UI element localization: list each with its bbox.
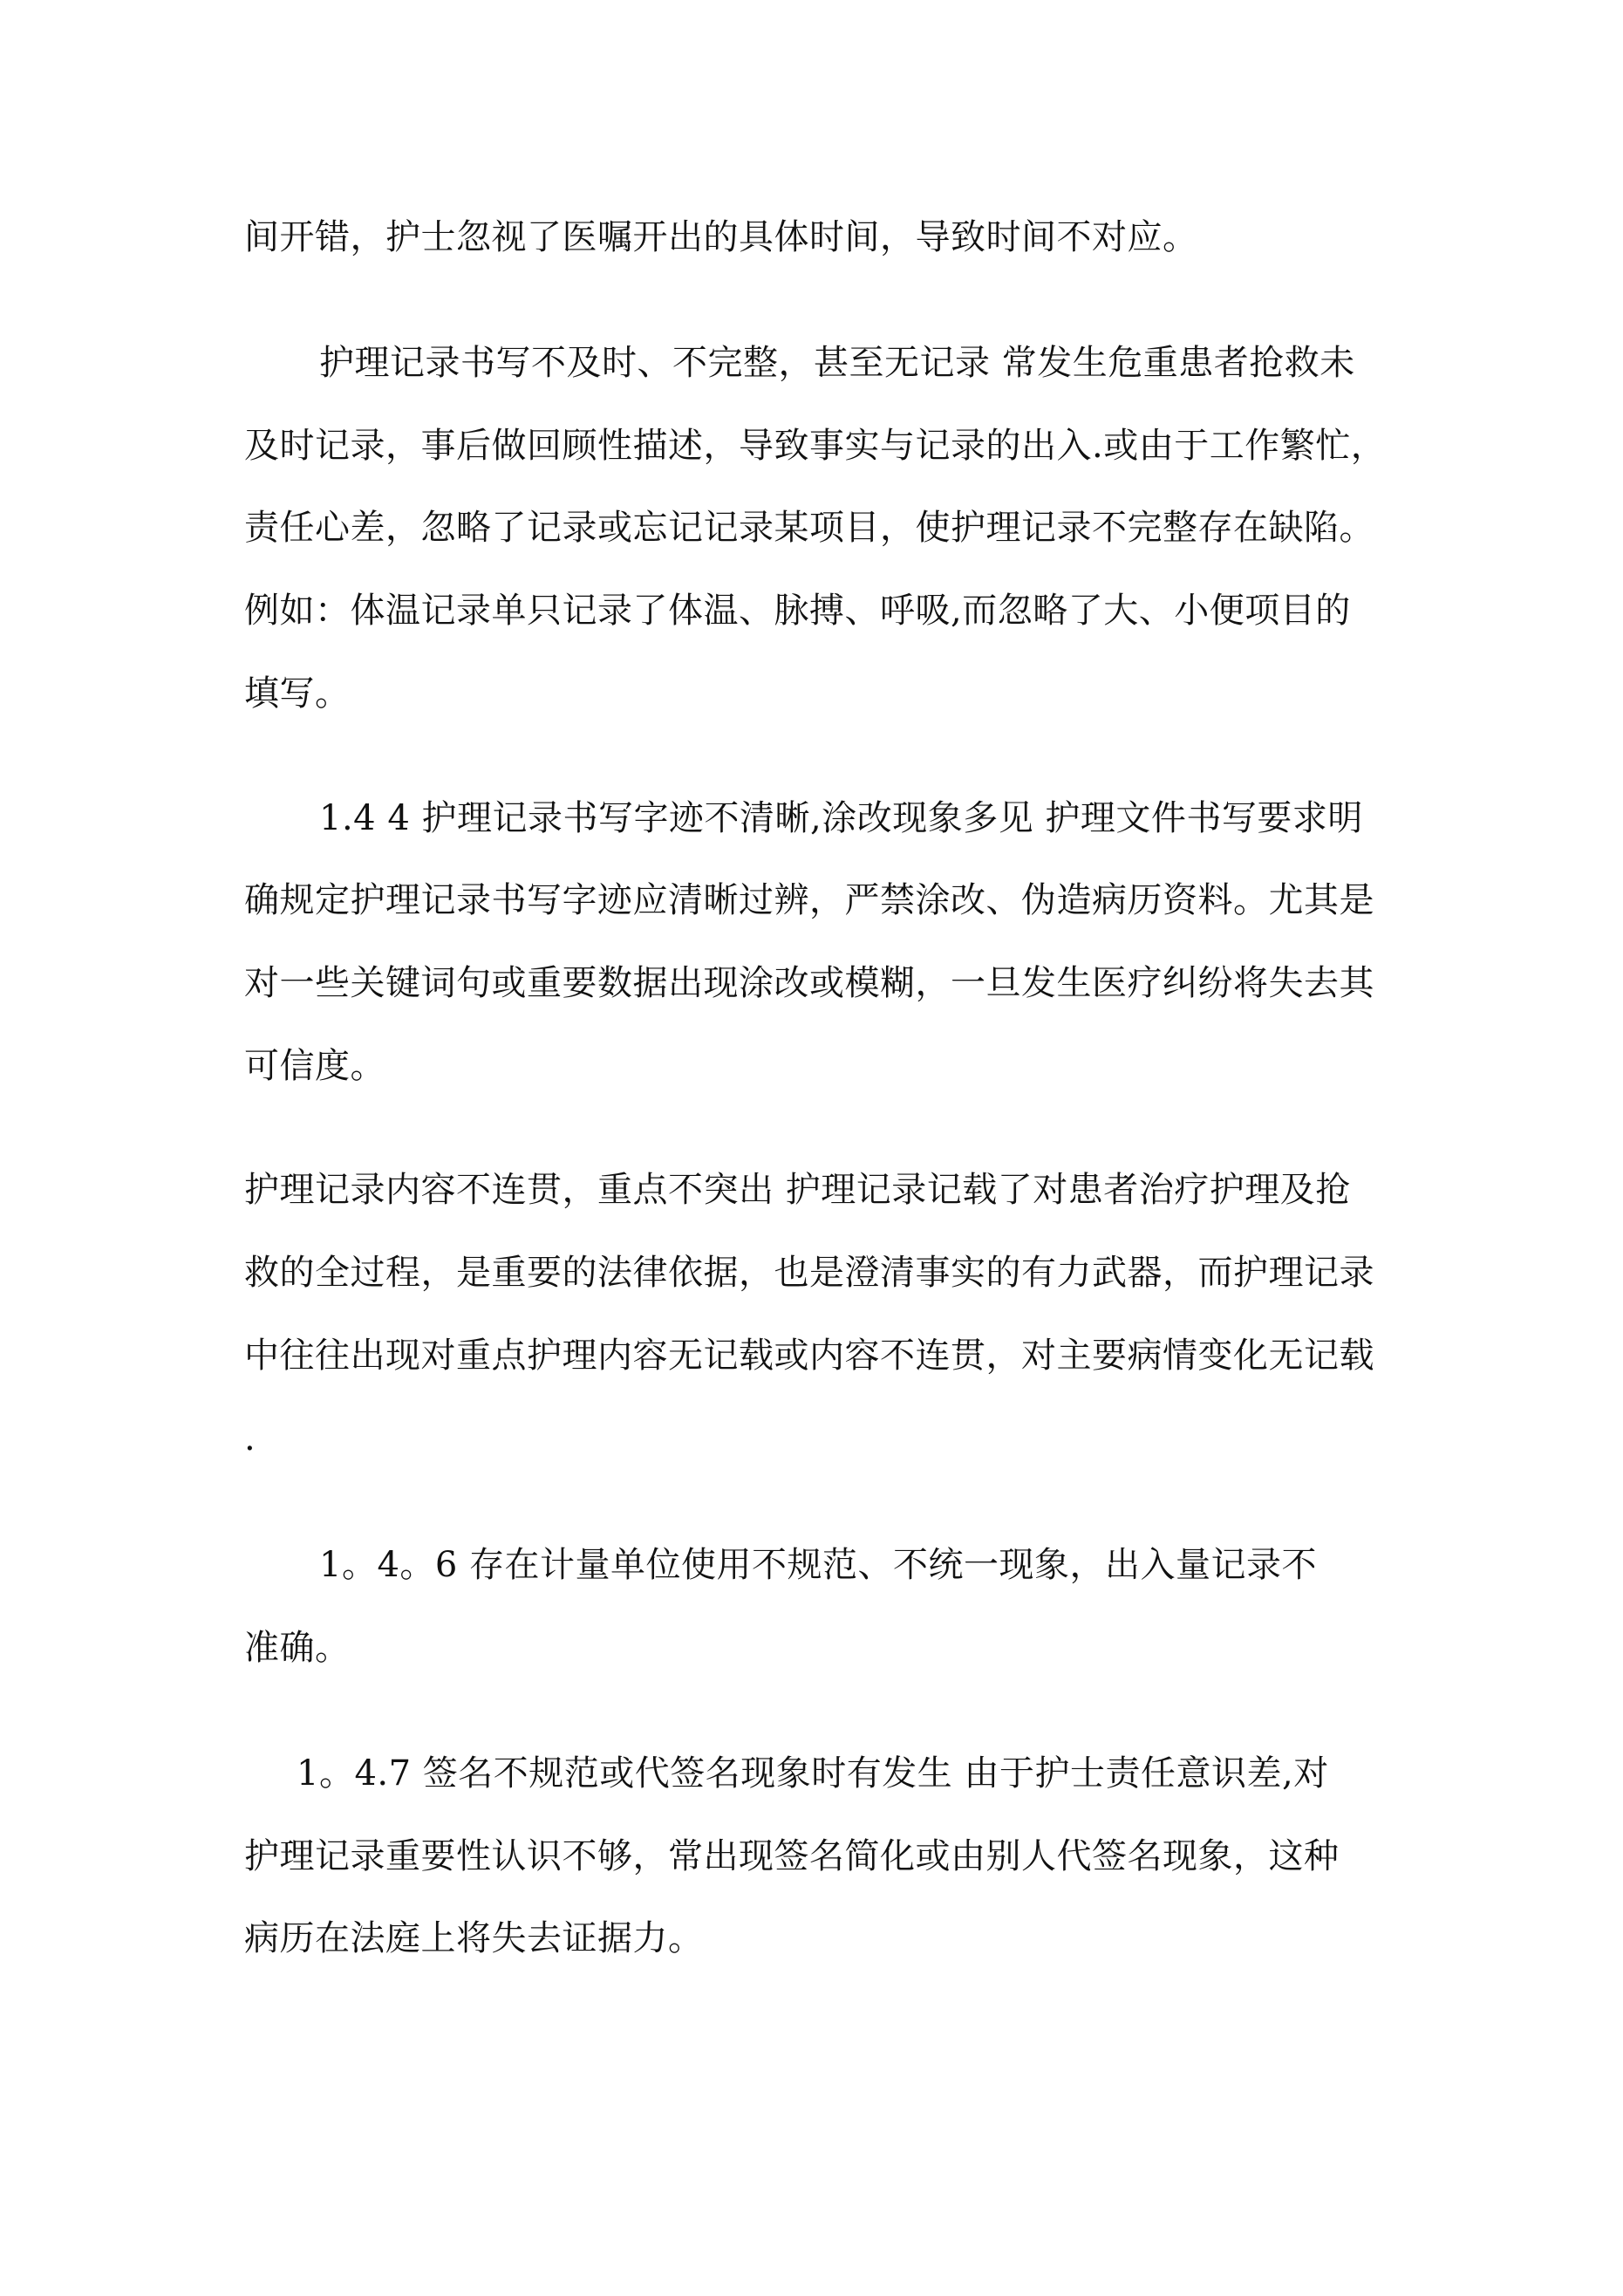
- text-line: 责任心差，忽略了记录或忘记记录某项目，使护理记录不完整存在缺陷。: [244, 508, 1374, 548]
- text-line: 准确。: [244, 1628, 351, 1668]
- text-line: 救的全过程，是重要的法律依据，也是澄清事实的有力武器，而护理记录: [244, 1253, 1374, 1293]
- text-line: 例如：体温记录单只记录了体温、脉搏、呼吸,而忽略了大、小便项目的: [244, 591, 1351, 631]
- text-line: 中往往出现对重点护理内容无记载或内容不连贯，对主要病情变化无记载: [244, 1336, 1374, 1376]
- text-line: 1。4。6 存在计量单位使用不规范、不统一现象，出入量记录不: [319, 1545, 1318, 1585]
- text-line: 确规定护理记录书写字迹应清晰过辨，严禁涂改、伪造病历资料。尤其是: [244, 880, 1374, 920]
- text-line: .: [244, 1418, 256, 1459]
- text-line: 护理记录内容不连贯，重点不突出 护理记录记载了对患者治疗护理及抢: [244, 1170, 1351, 1210]
- text-line: 及时记录，事后做回顾性描述，导致事实与记录的出入.或由于工作繁忙，: [244, 426, 1387, 466]
- text-line: 间开错，护士忽视了医嘱开出的具体时间，导致时间不对应。: [244, 217, 1198, 257]
- text-line: 1.4 4 护理记录书写字迹不清晰,涂改现象多见 护理文件书写要求明: [319, 798, 1363, 838]
- text-line: 病历在法庭上将失去证据力。: [244, 1918, 704, 1958]
- text-line: 1。4.7 签名不规范或代签名现象时有发生 由于护士责任意识差,对: [297, 1753, 1329, 1794]
- text-line: 对一些关键词句或重要数据出现涂改或模糊，一旦发生医疗纠纷将失去其: [244, 963, 1374, 1003]
- text-line: 可信度。: [244, 1046, 385, 1086]
- text-line: 填写。: [244, 673, 351, 714]
- text-line: 护理记录重要性认识不够，常出现签名简化或由别人代签名现象，这种: [244, 1836, 1340, 1876]
- text-line: 护理记录书写不及时、不完整，甚至无记录 常发生危重患者抢救未: [319, 343, 1355, 383]
